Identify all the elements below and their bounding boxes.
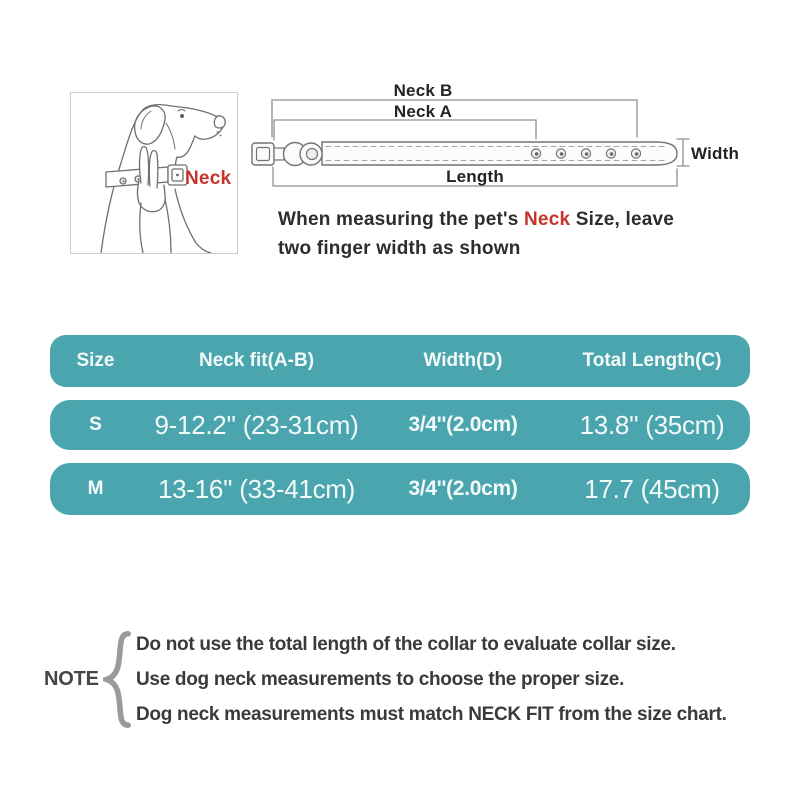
note-line-2: Use dog neck measurements to choose the proper size. xyxy=(136,669,625,690)
size-chart-header-row xyxy=(50,335,750,387)
collar-measurement-diagram xyxy=(250,75,750,195)
length-label: Length xyxy=(446,167,504,186)
instruction-text-2: Size, leave xyxy=(570,209,675,230)
row-m-neck-fit: 13-16'' (33-41cm) xyxy=(157,473,356,504)
note-lines xyxy=(136,627,727,732)
row-s-size: S xyxy=(89,414,102,435)
instruction-text-3: two finger width as shown xyxy=(278,238,521,259)
dog-neck-label: Neck xyxy=(185,168,232,189)
note-label: NOTE xyxy=(44,668,99,690)
neck-a-bracket xyxy=(274,120,536,140)
note-line-3: Dog neck measurements must match NECK FIT from the size chart. xyxy=(136,704,727,725)
row-s-neck-fit: 9-12.2'' (23-31cm) xyxy=(154,409,359,440)
width-label: Width xyxy=(691,144,740,163)
size-chart-table xyxy=(50,335,750,528)
row-m-total-length: 17.7 (45cm) xyxy=(584,473,720,504)
instruction-neck-highlight: Neck xyxy=(524,209,571,230)
table-row-size-m xyxy=(50,463,750,515)
neck-b-label: Neck B xyxy=(393,81,453,100)
header-neck-fit: Neck fit(A-B) xyxy=(198,350,315,371)
instruction-text-1: When measuring the pet's xyxy=(278,209,524,230)
header-width: Width(D) xyxy=(423,350,503,371)
note-brace-icon xyxy=(103,631,131,728)
header-total-length: Total Length(C) xyxy=(582,350,722,371)
note-line-1: Do not use the total length of the collar to evaluate collar size. xyxy=(136,634,676,655)
width-marker xyxy=(677,139,689,166)
header-size: Size xyxy=(76,350,115,371)
neck-a-label: Neck A xyxy=(393,102,453,121)
row-m-size: M xyxy=(87,478,104,499)
table-row-size-s xyxy=(50,400,750,450)
row-s-width: 3/4''(2.0cm) xyxy=(408,413,518,436)
measuring-instruction xyxy=(278,205,708,263)
dog-illustration-box xyxy=(70,92,238,254)
row-s-total-length: 13.8'' (35cm) xyxy=(579,409,725,440)
row-m-width: 3/4''(2.0cm) xyxy=(408,477,518,500)
